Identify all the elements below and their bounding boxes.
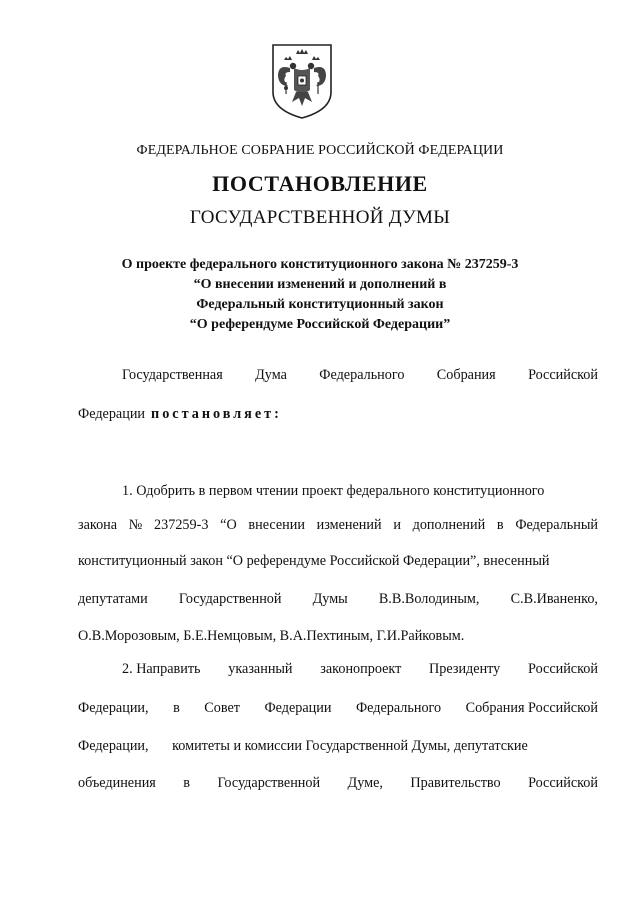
item1-line: О.В.Морозовым, Б.Е.Немцовым, В.А.Пехтиным, Г.И.Райковым. (78, 628, 465, 644)
subject-line: “О референдуме Российской Федерации” (189, 317, 451, 332)
word: № (128, 517, 143, 533)
word: Федерального (319, 367, 405, 383)
word: Совет (204, 700, 240, 716)
word: законопроект (320, 661, 402, 677)
subject-line: “О внесении изменений и дополнений в (193, 277, 447, 292)
item2-line (78, 661, 598, 678)
document-subtitle: ГОСУДАРСТВЕННОЙ ДУМЫ (189, 207, 451, 228)
word: Российской (528, 367, 598, 383)
organization-name: ФЕДЕРАЛЬНОЕ СОБРАНИЕ РОССИЙСКОЙ ФЕДЕРАЦИИ (136, 143, 504, 158)
preamble-line (78, 367, 598, 384)
word: Федерации, (78, 700, 149, 716)
word: Государственной (178, 591, 282, 607)
document-title: ПОСТАНОВЛЕНИЕ (212, 171, 428, 196)
word: изменений (316, 517, 382, 533)
subject-line: Федеральный конституционный закон (196, 297, 444, 312)
word: в (173, 700, 180, 716)
word: в (183, 775, 190, 791)
russian-coat-of-arms-icon (270, 42, 334, 120)
word: Президенту (429, 661, 501, 677)
item1-line (78, 517, 598, 534)
word: С.В.Иваненко, (510, 591, 598, 607)
word: Российской (528, 661, 598, 677)
resolves-phrase: постановляет: (151, 406, 282, 422)
word: объединения (78, 775, 156, 791)
word: и (393, 517, 401, 533)
word: Федерации (78, 406, 146, 422)
word: Думы (312, 591, 348, 607)
word: Государственная (122, 367, 223, 383)
word: комитеты и комиссии Государственной Думы, депутатские (172, 738, 528, 754)
word: указанный (228, 661, 293, 677)
word: Собрания (436, 367, 496, 383)
subject-line: О проекте федерального конституционного закона № 237259-3 (121, 257, 519, 272)
word: Собрания Российской (465, 700, 598, 716)
word: Федерации (264, 700, 332, 716)
word: “О (220, 517, 237, 533)
item2-line (78, 738, 598, 755)
item2-line (78, 700, 598, 717)
item1-line (78, 591, 598, 608)
word: Федеральный (515, 517, 598, 533)
word: в (496, 517, 504, 533)
word: 237259-3 (154, 517, 209, 533)
word: Государственной (217, 775, 321, 791)
word: Российской (528, 775, 598, 791)
item1-line: 1. Одобрить в первом чтении проект федерального конституционного (122, 483, 545, 499)
word: Правительство (410, 775, 501, 791)
word: 2. Направить (122, 661, 201, 677)
word: дополнений (412, 517, 486, 533)
item1-line: конституционный закон “О референдуме Российской Федерации”, внесенный (78, 553, 550, 569)
word: В.В.Володиным, (378, 591, 480, 607)
word: закона (78, 517, 118, 533)
word: Федерального (355, 700, 442, 716)
word: Федерации, (78, 738, 149, 754)
word: Думе, (347, 775, 383, 791)
word: депутатами (78, 591, 148, 607)
resolution-subject (0, 255, 640, 335)
word: внесении (248, 517, 305, 533)
item2-line (78, 775, 598, 792)
preamble-line (78, 406, 598, 423)
word: Дума (255, 367, 287, 383)
